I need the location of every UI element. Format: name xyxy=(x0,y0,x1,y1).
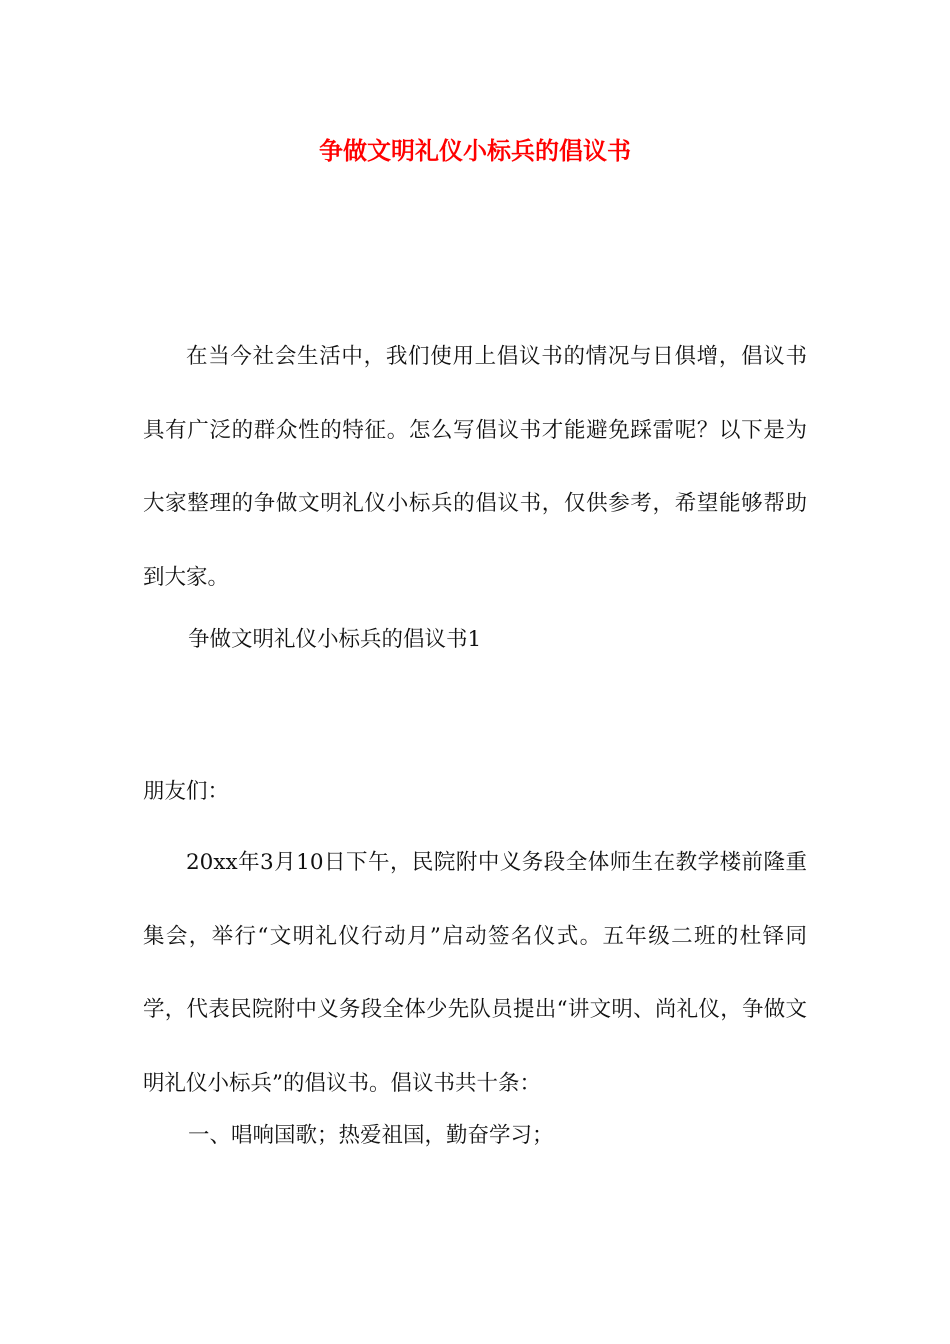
body-paragraph: 20xx年3月10日下午，民院附中义务段全体师生在教学楼前隆重集会，举行“文明礼仪行动月”启动签名仪式。五年级二班的杜铎同学，代表民院附中义务段全体少先队员提出“讲文明、尚礼仪，争做文明礼仪小标兵”的倡议书。倡议书共十条： xyxy=(143,850,807,1096)
document-title: 争做文明礼仪小标兵的倡议书 xyxy=(319,136,631,165)
salutation: 朋友们： xyxy=(143,779,230,804)
list-item: 一、唱响国歌；热爱祖国，勤奋学习； xyxy=(188,1123,554,1148)
section-heading: 争做文明礼仪小标兵的倡议书1 xyxy=(188,627,482,652)
intro-paragraph: 在当今社会生活中，我们使用上倡议书的情况与日俱增，倡议书具有广泛的群众性的特征。怎么写倡议书才能避免踩雷呢？以下是为大家整理的争做文明礼仪小标兵的倡议书，仅供参考，希望能够帮助到大家。 xyxy=(143,344,807,590)
